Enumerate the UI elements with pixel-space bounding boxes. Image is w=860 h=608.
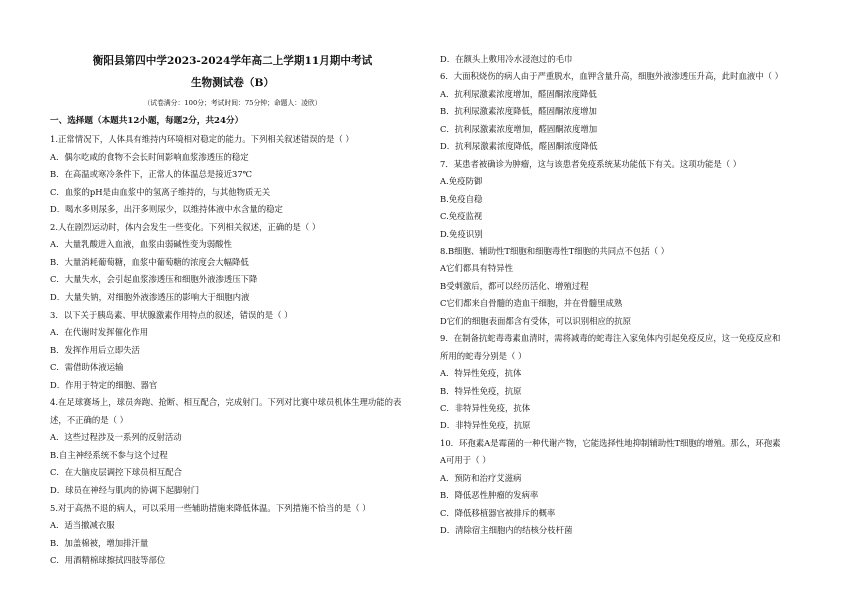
- text-line: B．降低恶性肿瘤的发病率: [440, 490, 539, 501]
- text-line: D它们的细胞表面都含有受体，可以识别相应的抗原: [440, 315, 631, 326]
- text-line: C．需借助体液运输: [50, 362, 124, 373]
- text-line: B．大量消耗葡萄糖，血浆中葡萄糖的浓度会大幅降低: [50, 256, 249, 267]
- text-line: C．降低移植器官被排斥的概率: [440, 507, 556, 518]
- text-line: D．喝水多则尿多，出汗多则尿少，以维持体液中水含量的稳定: [50, 204, 283, 215]
- text-line: A．抗利尿激素浓度增加，醛固酮浓度降低: [440, 88, 597, 99]
- text-line: 述，不正确的是（ ）: [50, 414, 129, 425]
- text-line: D．清除宿主细胞内的结核分枝杆菌: [440, 525, 573, 536]
- exam-info: （试卷满分：100分；考试时间：75分钟；命题人：凌欣）: [143, 99, 322, 107]
- text-line: 1.正常情况下，人体具有维持内环境相对稳定的能力。下列相关叙述错误的是（ ）: [50, 134, 354, 144]
- text-line: 所用的蛇毒分别是（ ）: [440, 350, 527, 361]
- section-heading: 一、选择题（本题共12小题，每题2分，共24分）: [50, 116, 244, 126]
- text-line: 9．在制备抗蛇毒毒素血清时，需将减毒的蛇毒注入家兔体内引起免疫反应，这一免疫反应和: [440, 333, 781, 344]
- text-line: A．这些过程涉及一系列的反射活动: [50, 432, 182, 443]
- text-line: A．特异性免疫，抗体: [440, 368, 522, 379]
- text-line: C.免疫监视: [440, 211, 483, 222]
- text-line: A．在代谢时发挥催化作用: [50, 327, 149, 338]
- text-line: 5.对于高热不退的病人，可以采用一些辅助措施来降低体温。下列措施不恰当的是（ ）: [50, 502, 371, 513]
- text-line: A．大量乳酸进入血液，血浆由弱碱性变为弱酸性: [50, 239, 232, 250]
- text-line: A．适当撤减衣服: [50, 520, 115, 531]
- exam-title: 衡阳县第四中学2023-2024学年高二上学期11月期中考试: [92, 55, 373, 67]
- text-line: 6．大面积烧伤的病人由于严重脱水，血钾含量升高，细胞外液渗透压升高，此时血液中（ ）: [440, 71, 783, 82]
- text-line: 3．以下关于胰岛素、甲状腺激素作用特点的叙述，错误的是（ ）: [50, 309, 293, 320]
- text-line: C．用酒精棉球擦拭四肢等部位: [50, 555, 166, 566]
- text-line: C．在大脑皮层调控下球员相互配合: [50, 467, 183, 478]
- text-line: B．发挥作用后立即失活: [50, 344, 140, 355]
- text-line: 4.在足球赛场上，球员奔跑、抢断、相互配合，完成射门。下列对比赛中球员机体生理功能的表: [50, 397, 402, 408]
- text-line: B．在高温或寒冷条件下，正常人的体温总是接近37℃: [50, 169, 253, 180]
- text-line: C．非特异性免疫，抗体: [440, 403, 531, 413]
- text-line: B受刺激后，都可以经历活化、增殖过程: [440, 280, 589, 291]
- text-line: A可用于（ ）: [440, 455, 491, 466]
- text-line: C．血浆的pH是由血浆中的氢离子维持的，与其他物质无关: [50, 186, 271, 197]
- text-line: A它们都具有特异性: [440, 263, 514, 274]
- text-line: A．预防和治疗艾滋病: [440, 472, 522, 483]
- text-line: C它们都来自骨髓的造血干细胞，并在骨髓里成熟: [440, 298, 623, 309]
- text-line: B．加盖棉被，增加排汗量: [50, 537, 149, 548]
- text-line: 2.人在剧烈运动时，体内会发生一些变化。下列相关叙述，正确的是（ ）: [50, 221, 321, 232]
- text-line: B.自主神经系统不参与这个过程: [50, 449, 168, 460]
- exam-subtitle: 生物测试卷（B）: [190, 77, 275, 89]
- text-line: B.免疫自稳: [440, 193, 483, 204]
- text-line: A.免疫防御: [440, 176, 483, 187]
- text-line: D．在额头上敷用冷水浸泡过的毛巾: [440, 54, 573, 64]
- text-line: 8.B细胞、辅助性T细胞和细胞毒性T细胞的共同点不包括（ ）: [440, 245, 669, 256]
- text-line: 10．环孢素A是霉菌的一种代谢产物，它能选择性地抑制辅助性T细胞的增殖。那么，环孢素: [440, 437, 781, 448]
- text-line: D．大量失钠，对细胞外液渗透压的影响大于细胞内液: [50, 291, 250, 302]
- text-line: C．抗利尿激素浓度增加，醛固酮浓度增加: [440, 123, 598, 134]
- text-line: D.免疫识别: [440, 228, 483, 239]
- text-line: B．特异性免疫，抗原: [440, 385, 522, 396]
- text-line: A．偶尔吃咸的食物不会长时间影响血浆渗透压的稳定: [50, 151, 249, 162]
- text-line: D．非特异性免疫，抗原: [440, 420, 531, 431]
- text-line: 7．某患者被确诊为肿瘤，这与该患者免疫系统某功能低下有关。这项功能是（ ）: [440, 158, 742, 169]
- text-line: C．大量失水，会引起血浆渗透压和细胞外液渗透压下降: [50, 274, 258, 285]
- text-line: B．抗利尿激素浓度降低，醛固酮浓度增加: [440, 106, 597, 117]
- text-line: D．作用于特定的细胞、器官: [50, 379, 158, 390]
- text-line: D．球员在神经与肌肉的协调下起脚射门: [50, 485, 200, 495]
- text-line: D．抗利尿激素浓度降低，醛固酮浓度降低: [440, 141, 598, 152]
